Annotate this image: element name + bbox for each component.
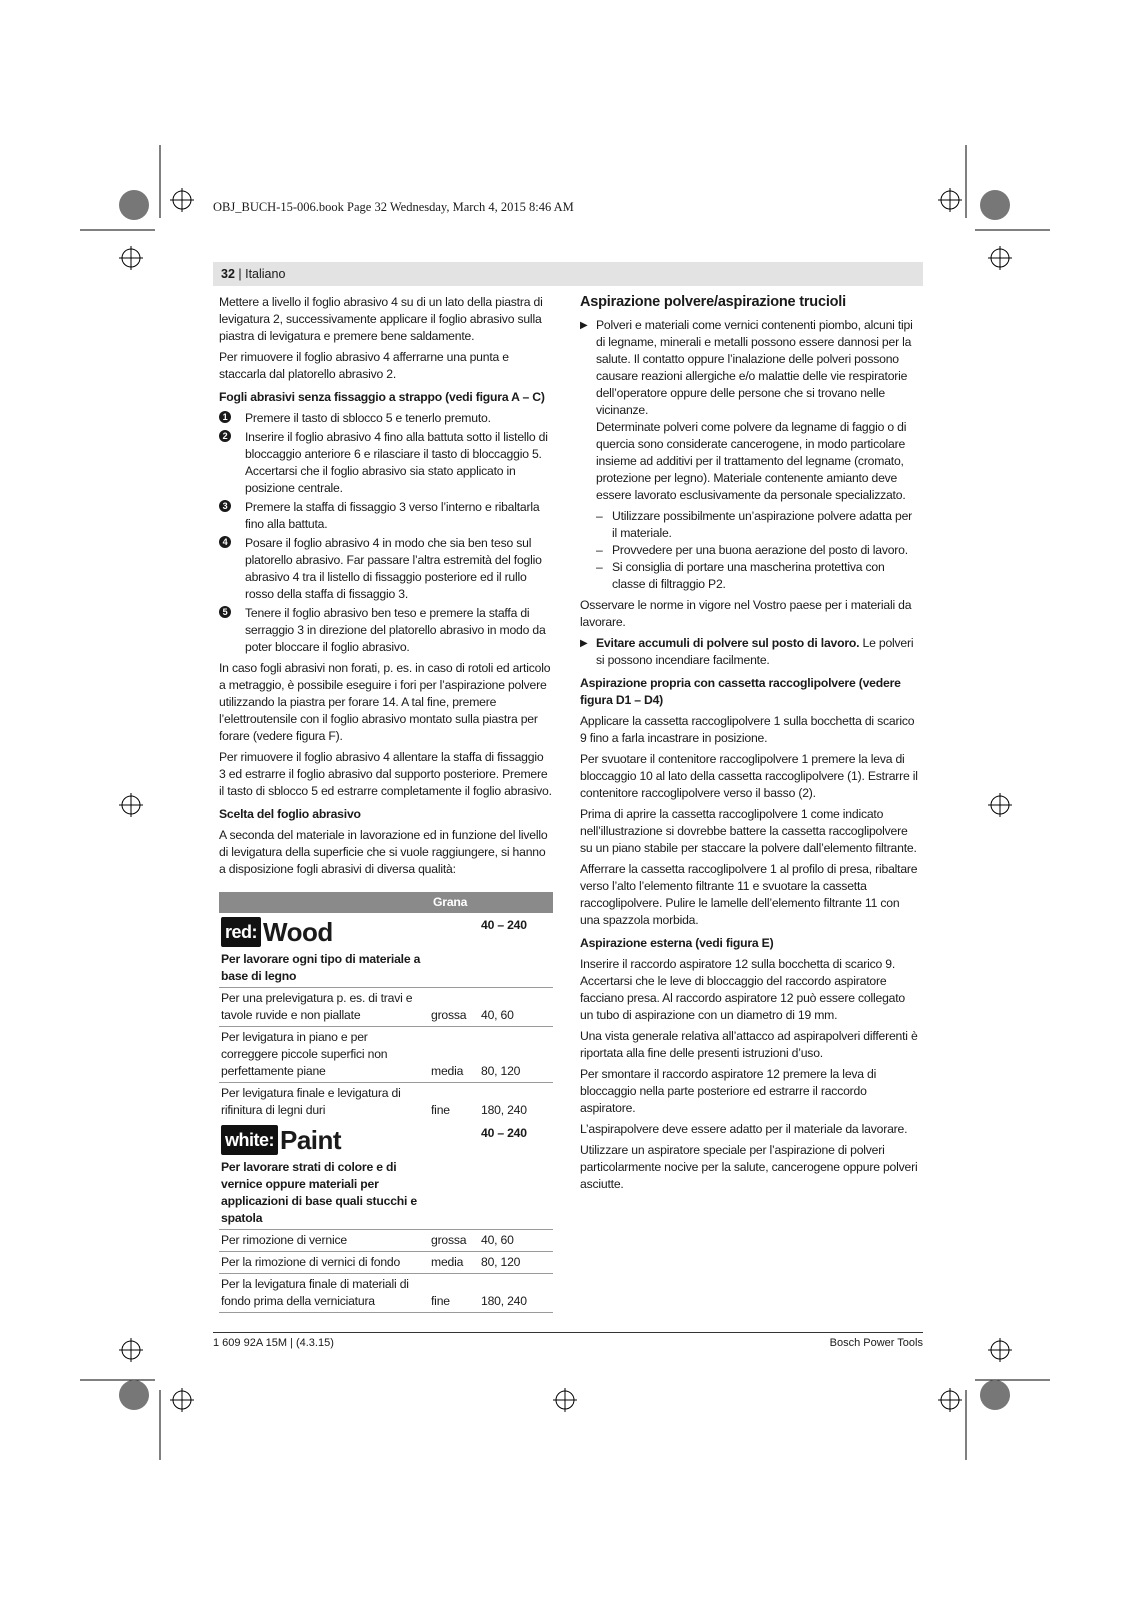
table-row (219, 988, 553, 1027)
paragraph: Applicare la cassetta raccoglipolvere 1 sulla bocchetta di scarico 9 fino a farla incastrare in posizione. (580, 714, 915, 745)
dash-item: – Utilizzare possibilmente un’aspirazione polvere adatta per il materiale. (596, 509, 913, 540)
table-cell: 180, 240 (481, 1103, 527, 1117)
paragraph: Utilizzare un aspiratore speciale per l’aspirazione di polveri particolarmente nocive per la salute, cancerogene oppure polveri asciutte. (580, 1143, 918, 1191)
table-row (219, 1157, 553, 1230)
table-header-row (219, 892, 553, 913)
paragraph: Per svuotare il contenitore raccoglipolvere 1 premere la leva di bloccaggio 10 al lato della cassetta raccoglipolvere (1). Estrarre il contenitore raccoglipolvere verso il basso (2). (580, 752, 918, 800)
dash-item: – Si consiglia di portare una mascherina protettiva con classe di filtraggio P2. (596, 560, 885, 591)
table-cell: grossa (429, 988, 479, 1027)
table-cell: 80, 120 (479, 1252, 553, 1274)
table-row (219, 1252, 553, 1274)
step-item (219, 499, 553, 533)
paragraph: Prima di aprire la cassetta raccoglipolvere 1 come indicato nell’illustrazione si dovrebbe battere la cassetta raccoglipolvere su un piano stabile per staccare la polvere dall’elemento filtrante. (580, 807, 917, 855)
table-cell: media (429, 1252, 479, 1274)
page-footer (213, 1332, 923, 1349)
step-item (219, 535, 553, 603)
table-row (219, 949, 553, 988)
section-heading: Aspirazione esterna (vedi figura E) (580, 936, 774, 950)
table-row (219, 1083, 553, 1122)
warning-item (580, 635, 920, 669)
step-text: Posare il foglio abrasivo 4 in modo che sia ben teso sul platorello abrasivo. Far passare l’altra estremità del foglio abrasivo 4 tra il listello di fissaggio posteriore ed il rullo rosso della staffa di fissaggio 3. (245, 536, 542, 601)
table-cell: 180, 240 (479, 1274, 553, 1313)
dash-text: Provvedere per una buona aerazione del posto di lavoro. (612, 543, 908, 557)
step-item (219, 429, 553, 497)
paragraph: Polveri e materiali come vernici contenenti piombo, alcuni tipi di legname, minerali e metalli possono essere dannosi per la salute. Il contatto oppure l’inalazione delle polveri possono causare reazioni allergiche e/o malattie delle vie respiratorie dell’operatore oppure delle persone che si trovano nelle vicinanze. (596, 318, 913, 417)
paragraph: Una vista generale relativa all’attacco ad aspirapolveri differenti è riportata alla fine delle presenti istruzioni d’uso. (580, 1029, 918, 1060)
step-number: 4 (219, 536, 231, 548)
paint-brand-logo (219, 1121, 479, 1157)
dash-text: Si consiglia di portare una mascherina protettiva con classe di filtraggio P2. (612, 560, 885, 591)
page-header: 32 | Italiano (213, 262, 923, 286)
paragraph: L’aspirapolvere deve essere adatto per il materiale da lavorare. (580, 1122, 908, 1136)
grana-header: Grana (429, 892, 553, 913)
paragraph: Per rimuovere il foglio abrasivo 4 afferrarne una punta e staccarla dal platorello abrasivo 2. (219, 350, 509, 381)
steps-list (219, 410, 553, 656)
left-column (219, 294, 553, 1313)
print-info-line: OBJ_BUCH-15-006.book Page 32 Wednesday, March 4, 2015 8:46 AM (213, 200, 574, 214)
table-cell: fine (431, 1103, 450, 1117)
right-column (580, 294, 920, 1197)
paragraph: Per smontare il raccordo aspiratore 12 premere la leva di bloccaggio nella parte posteriore ed estrarre il raccordo aspiratore. (580, 1067, 877, 1115)
paragraph: Per rimuovere il foglio abrasivo 4 allentare la staffa di fissaggio 3 ed estrarre il foglio abrasivo dal supporto posteriore. Premere il tasto di sblocco 5 ed estrarre completamente il foglio abrasivo. (219, 750, 552, 798)
step-text: Premere il tasto di sblocco 5 e tenerlo premuto. (245, 411, 491, 425)
section-heading: Fogli abrasivi senza fissaggio a strappo (vedi figura A – C) (219, 390, 545, 404)
table-row (219, 1027, 553, 1083)
table-cell: media (429, 1027, 479, 1083)
table-cell: 40, 60 (479, 988, 553, 1027)
dash-text: Utilizzare possibilmente un’aspirazione polvere adatta per il materiale. (612, 509, 913, 540)
table-cell: Per levigatura finale e levigatura di rifinitura di legni duri (221, 1086, 401, 1117)
footer-brand: Bosch Power Tools (829, 1337, 923, 1349)
warning-bold: Evitare accumuli di polvere sul posto di lavoro. (596, 636, 860, 650)
section-heading: Aspirazione polvere/aspirazione trucioli (580, 294, 846, 310)
step-item (219, 605, 553, 656)
brand-tag: red: (221, 917, 261, 947)
step-text: Tenere il foglio abrasivo ben teso e premere la staffa di serraggio 3 in direzione del platorello abrasivo in modo da poter bloccare il foglio abrasivo. (245, 606, 546, 654)
table-row (219, 1230, 553, 1252)
step-text: Premere la staffa di fissaggio 3 verso l’interno e ribaltarla fino alla battuta. (245, 500, 540, 531)
paragraph: Afferrare la cassetta raccoglipolvere 1 al profilo di presa, ribaltare verso l’alto l’elemento filtrante 11 e svuotare la cassetta raccoglipolvere. Pulire le lamelle dell’elemento filtrante 11 con una spazzola morbida. (580, 862, 918, 927)
paragraph: Mettere a livello il foglio abrasivo 4 su di un lato della piastra di levigatura 2, successivamente applicare il foglio abrasivo sulla piastra di levigatura e premere bene saldamente. (219, 295, 543, 343)
table-row (219, 913, 553, 949)
section-title: Italiano (245, 267, 286, 281)
wood-brand-logo (219, 913, 479, 949)
table-cell: 40, 60 (479, 1230, 553, 1252)
table-cell: 80, 120 (479, 1027, 553, 1083)
category-description: Per lavorare ogni tipo di materiale a base di legno (219, 949, 429, 988)
brand-name: Paint (280, 1125, 342, 1155)
table-cell: Per rimozione di vernice (219, 1230, 429, 1252)
step-item (219, 410, 553, 427)
table-cell: grossa (429, 1230, 479, 1252)
grit-range: 40 – 240 (481, 1126, 527, 1140)
step-number: 2 (219, 430, 231, 442)
step-number: 1 (219, 411, 231, 423)
section-heading: Aspirazione propria con cassetta raccoglipolvere (vedere figura D1 – D4) (580, 676, 901, 707)
step-text: Inserire il foglio abrasivo 4 fino alla battuta sotto il listello di bloccaggio anteriore 6 e rilasciare il tasto di bloccaggio 5. Accertarsi che il foglio abrasivo sia stato applicato in posizione centrale. (245, 430, 548, 495)
paragraph: Inserire il raccordo aspiratore 12 sulla bocchetta di scarico 9. Accertarsi che le leve di bloccaggio del raccordo aspiratore facciano presa. Al raccordo aspiratore 12 può essere collegato un tubo di aspirazione con un diametro di 19 mm. (580, 957, 905, 1022)
step-number: 3 (219, 500, 231, 512)
paragraph: Osservare le norme in vigore nel Vostro paese per i materiali da lavorare. (580, 598, 912, 629)
brand-name: Wood (263, 917, 333, 947)
triangle-bullet-icon: ▶ (580, 320, 588, 331)
paragraph: In caso fogli abrasivi non forati, p. es. in caso di rotoli ed articolo a metraggio, è possibile eseguire i fori per l’aspirazione polvere utilizzando la piastra per forare 14. A tal fine, premere l’elettroutensile con il foglio abrasivo montato sulla piastra per forare (vedere figura F). (219, 661, 551, 743)
step-number: 5 (219, 606, 231, 618)
brand-tag: white: (221, 1125, 278, 1155)
table-row (219, 1274, 553, 1313)
category-description: Per lavorare strati di colore e di vernice oppure materiali per applicazioni di base quali stucchi e spatola (219, 1157, 429, 1230)
triangle-bullet-icon: ▶ (580, 638, 588, 649)
warning-item (580, 317, 920, 504)
abrasive-table (219, 892, 553, 1313)
paragraph: Determinate polveri come polvere da legname di faggio o di quercia sono considerate cancerogene, in modo particolare insieme ad additivi per il trattamento del legname (cromato, protezione per legno). Materiale contenente amianto deve essere lavorato esclusivamente da personale specializzato. (596, 420, 907, 502)
section-heading: Scelta del foglio abrasivo (219, 807, 361, 821)
warning-text: Le polveri si possono incendiare facilmente. (596, 636, 914, 667)
footer-doc-id: 1 609 92A 15M | (4.3.15) (213, 1337, 334, 1349)
dash-item: – Provvedere per una buona aerazione del posto di lavoro. (596, 543, 908, 557)
table-row (219, 1121, 553, 1157)
page-number: 32 (221, 267, 235, 281)
table-cell: Per una prelevigatura p. es. di travi e tavole ruvide e non piallate (219, 988, 429, 1027)
table-cell: Per la rimozione di vernici di fondo (219, 1252, 429, 1274)
table-cell: Per la levigatura finale di materiali di fondo prima della verniciatura (219, 1274, 429, 1313)
grit-range: 40 – 240 (481, 918, 527, 932)
table-cell: Per levigatura in piano e per correggere piccole superfici non perfettamente piane (219, 1027, 429, 1083)
table-cell: fine (429, 1274, 479, 1313)
paragraph: A seconda del materiale in lavorazione ed in funzione del livello di levigatura della superficie che si vuole raggiungere, si hanno a disposizione fogli abrasivi di diversa qualità: (219, 828, 548, 876)
